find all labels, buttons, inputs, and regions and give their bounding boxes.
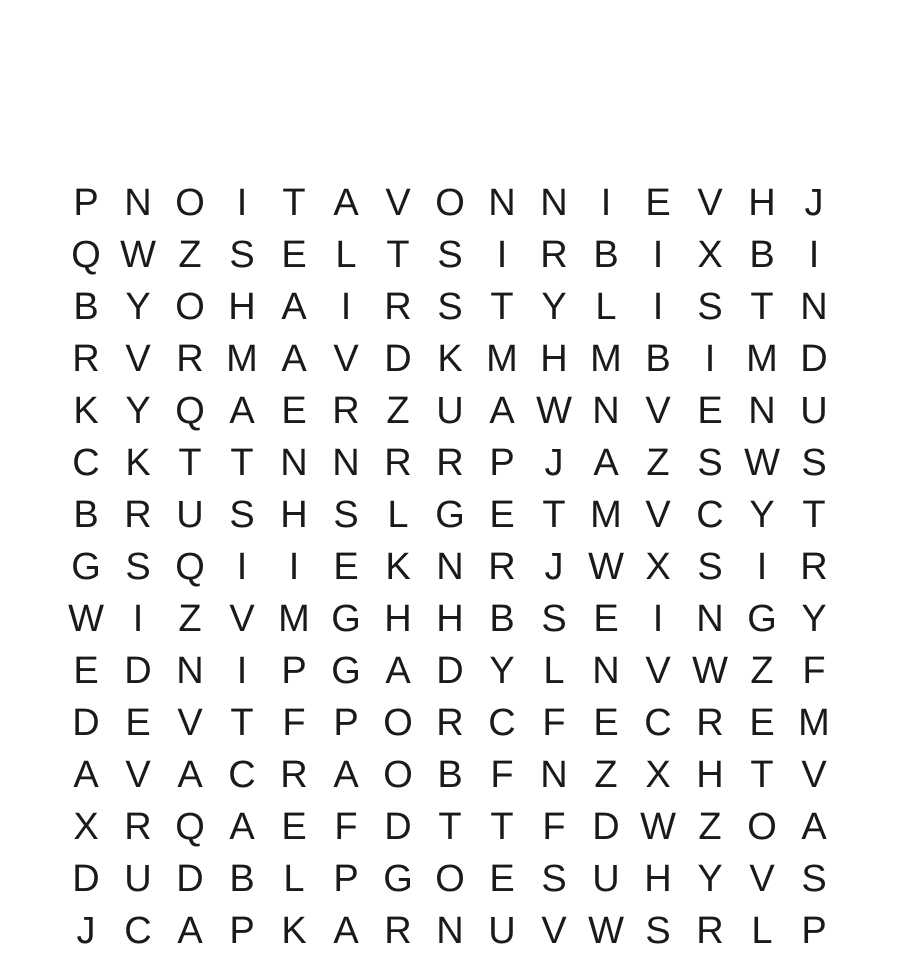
grid-cell[interactable]: R (384, 442, 412, 484)
grid-cell[interactable]: D (384, 338, 412, 380)
grid-cell[interactable]: I (288, 546, 300, 588)
grid-cell[interactable]: R (124, 806, 152, 848)
grid-cell[interactable]: O (383, 702, 413, 744)
grid-cell[interactable]: L (751, 910, 773, 952)
grid-cell[interactable]: G (435, 494, 465, 536)
grid-cell[interactable]: D (384, 806, 412, 848)
grid-cell[interactable]: A (177, 754, 203, 796)
grid-cell[interactable]: R (384, 910, 412, 952)
grid-cell[interactable]: Z (178, 234, 202, 276)
grid-cell[interactable]: B (437, 754, 463, 796)
grid-cell[interactable]: R (436, 442, 464, 484)
grid-cell[interactable]: E (489, 858, 515, 900)
grid-cell[interactable]: V (645, 494, 671, 536)
grid-cell[interactable]: T (282, 182, 306, 224)
grid-cell[interactable]: Y (125, 286, 151, 328)
grid-cell[interactable]: R (124, 494, 152, 536)
grid-cell[interactable]: B (645, 338, 671, 380)
grid-cell[interactable]: V (541, 910, 567, 952)
grid-cell[interactable]: T (542, 494, 566, 536)
grid-cell[interactable]: M (226, 338, 258, 380)
grid-cell[interactable]: V (333, 338, 359, 380)
grid-cell[interactable]: A (801, 806, 827, 848)
grid-cell[interactable]: A (333, 910, 359, 952)
grid-cell[interactable]: E (125, 702, 151, 744)
grid-cell[interactable]: F (490, 754, 514, 796)
grid-cell[interactable]: D (72, 858, 100, 900)
grid-cell[interactable]: E (749, 702, 775, 744)
grid-cell[interactable]: F (334, 806, 358, 848)
grid-cell[interactable]: T (386, 234, 410, 276)
grid-cell[interactable]: S (697, 442, 723, 484)
grid-cell[interactable]: I (236, 546, 248, 588)
grid-cell[interactable]: P (281, 650, 307, 692)
grid-cell[interactable]: C (228, 754, 256, 796)
grid-cell[interactable]: O (175, 286, 205, 328)
grid-cell[interactable]: S (541, 598, 567, 640)
grid-cell[interactable]: X (645, 754, 671, 796)
grid-cell[interactable]: H (228, 286, 256, 328)
grid-cell[interactable]: N (696, 598, 724, 640)
grid-cell[interactable]: E (73, 650, 99, 692)
grid-cell[interactable]: U (176, 494, 204, 536)
grid-cell[interactable]: R (436, 702, 464, 744)
grid-cell[interactable]: D (592, 806, 620, 848)
grid-cell[interactable]: W (640, 806, 676, 848)
grid-cell[interactable]: L (283, 858, 305, 900)
grid-cell[interactable]: T (230, 702, 254, 744)
grid-cell[interactable]: V (229, 598, 255, 640)
grid-cell[interactable]: E (697, 390, 723, 432)
grid-cell[interactable]: A (177, 910, 203, 952)
grid-cell[interactable]: N (436, 546, 464, 588)
grid-cell[interactable]: S (229, 494, 255, 536)
grid-cell[interactable]: S (801, 442, 827, 484)
grid-cell[interactable]: Z (178, 598, 202, 640)
grid-cell[interactable]: V (645, 650, 671, 692)
grid-cell[interactable]: M (486, 338, 518, 380)
grid-cell[interactable]: B (593, 234, 619, 276)
grid-cell[interactable]: W (68, 598, 104, 640)
grid-cell[interactable]: D (72, 702, 100, 744)
grid-cell[interactable]: A (281, 338, 307, 380)
grid-cell[interactable]: S (645, 910, 671, 952)
grid-cell[interactable]: T (802, 494, 826, 536)
grid-cell[interactable]: X (73, 806, 99, 848)
grid-cell[interactable]: E (645, 182, 671, 224)
grid-cell[interactable]: V (697, 182, 723, 224)
grid-cell[interactable]: N (280, 442, 308, 484)
grid-cell[interactable]: N (488, 182, 516, 224)
grid-cell[interactable]: K (73, 390, 99, 432)
grid-cell[interactable]: W (536, 390, 572, 432)
grid-cell[interactable]: E (489, 494, 515, 536)
grid-cell[interactable]: N (592, 390, 620, 432)
grid-cell[interactable]: R (488, 546, 516, 588)
grid-cell[interactable]: I (652, 286, 664, 328)
grid-cell[interactable]: U (124, 858, 152, 900)
grid-cell[interactable]: Y (489, 650, 515, 692)
grid-cell[interactable]: K (385, 546, 411, 588)
grid-cell[interactable]: M (746, 338, 778, 380)
grid-cell[interactable]: R (540, 234, 568, 276)
grid-cell[interactable]: L (595, 286, 617, 328)
grid-cell[interactable]: R (72, 338, 100, 380)
grid-cell[interactable]: F (282, 702, 306, 744)
grid-cell[interactable]: S (697, 546, 723, 588)
grid-cell[interactable]: C (124, 910, 152, 952)
grid-cell[interactable]: I (236, 650, 248, 692)
grid-cell[interactable]: D (436, 650, 464, 692)
grid-cell[interactable]: N (540, 754, 568, 796)
grid-cell[interactable]: X (645, 546, 671, 588)
grid-cell[interactable]: P (73, 182, 99, 224)
grid-cell[interactable]: P (333, 858, 359, 900)
grid-cell[interactable]: J (804, 182, 824, 224)
grid-cell[interactable]: R (176, 338, 204, 380)
grid-cell[interactable]: V (749, 858, 775, 900)
grid-cell[interactable]: D (800, 338, 828, 380)
grid-cell[interactable]: X (697, 234, 723, 276)
grid-cell[interactable]: H (644, 858, 672, 900)
grid-cell[interactable]: S (801, 858, 827, 900)
grid-cell[interactable]: U (436, 390, 464, 432)
grid-cell[interactable]: L (335, 234, 357, 276)
grid-cell[interactable]: H (436, 598, 464, 640)
grid-cell[interactable]: W (588, 546, 624, 588)
grid-cell[interactable]: F (802, 650, 826, 692)
grid-cell[interactable]: R (280, 754, 308, 796)
grid-cell[interactable]: I (236, 182, 248, 224)
grid-cell[interactable]: N (800, 286, 828, 328)
grid-cell[interactable]: Z (386, 390, 410, 432)
grid-cell[interactable]: T (750, 286, 774, 328)
grid-cell[interactable]: Z (594, 754, 618, 796)
grid-cell[interactable]: I (496, 234, 508, 276)
grid-cell[interactable]: O (383, 754, 413, 796)
grid-cell[interactable]: G (383, 858, 413, 900)
grid-cell[interactable]: F (542, 806, 566, 848)
grid-cell[interactable]: R (384, 286, 412, 328)
grid-cell[interactable]: S (541, 858, 567, 900)
grid-cell[interactable]: C (72, 442, 100, 484)
grid-cell[interactable]: A (333, 182, 359, 224)
grid-cell[interactable]: T (490, 286, 514, 328)
grid-cell[interactable]: G (331, 598, 361, 640)
grid-cell[interactable]: J (544, 546, 564, 588)
grid-cell[interactable]: H (748, 182, 776, 224)
grid-cell[interactable]: E (593, 598, 619, 640)
grid-cell[interactable]: W (692, 650, 728, 692)
grid-cell[interactable]: U (592, 858, 620, 900)
grid-cell[interactable]: E (281, 806, 307, 848)
grid-cell[interactable]: I (600, 182, 612, 224)
grid-cell[interactable]: S (229, 234, 255, 276)
grid-cell[interactable]: N (540, 182, 568, 224)
grid-cell[interactable]: S (437, 286, 463, 328)
grid-cell[interactable]: C (488, 702, 516, 744)
grid-cell[interactable]: Y (697, 858, 723, 900)
grid-cell[interactable]: Q (175, 806, 205, 848)
grid-cell[interactable]: N (124, 182, 152, 224)
grid-cell[interactable]: I (340, 286, 352, 328)
grid-cell[interactable]: I (652, 598, 664, 640)
grid-cell[interactable]: I (132, 598, 144, 640)
grid-cell[interactable]: T (230, 442, 254, 484)
grid-cell[interactable]: C (696, 494, 724, 536)
grid-cell[interactable]: H (280, 494, 308, 536)
grid-cell[interactable]: F (542, 702, 566, 744)
grid-cell[interactable]: Y (749, 494, 775, 536)
grid-cell[interactable]: L (387, 494, 409, 536)
grid-cell[interactable]: V (801, 754, 827, 796)
grid-cell[interactable]: Y (801, 598, 827, 640)
grid-cell[interactable]: W (588, 910, 624, 952)
grid-cell[interactable]: S (697, 286, 723, 328)
grid-cell[interactable]: V (177, 702, 203, 744)
grid-cell[interactable]: Y (541, 286, 567, 328)
grid-cell[interactable]: A (281, 286, 307, 328)
grid-cell[interactable]: B (73, 494, 99, 536)
grid-cell[interactable]: K (437, 338, 463, 380)
grid-cell[interactable]: A (385, 650, 411, 692)
grid-cell[interactable]: T (178, 442, 202, 484)
grid-cell[interactable]: R (696, 910, 724, 952)
grid-cell[interactable]: D (176, 858, 204, 900)
grid-cell[interactable]: S (437, 234, 463, 276)
grid-cell[interactable]: B (73, 286, 99, 328)
grid-cell[interactable]: B (489, 598, 515, 640)
grid-cell[interactable]: A (229, 806, 255, 848)
grid-cell[interactable]: U (488, 910, 516, 952)
grid-cell[interactable]: M (798, 702, 830, 744)
grid-cell[interactable]: O (747, 806, 777, 848)
grid-cell[interactable]: N (748, 390, 776, 432)
grid-cell[interactable]: A (489, 390, 515, 432)
grid-cell[interactable]: V (645, 390, 671, 432)
grid-cell[interactable]: O (435, 858, 465, 900)
grid-cell[interactable]: R (800, 546, 828, 588)
grid-cell[interactable]: R (332, 390, 360, 432)
grid-cell[interactable]: K (281, 910, 307, 952)
grid-cell[interactable]: L (543, 650, 565, 692)
grid-cell[interactable]: Z (646, 442, 670, 484)
grid-cell[interactable]: T (438, 806, 462, 848)
grid-cell[interactable]: E (281, 234, 307, 276)
grid-cell[interactable]: V (125, 338, 151, 380)
grid-cell[interactable]: G (331, 650, 361, 692)
grid-cell[interactable]: E (333, 546, 359, 588)
grid-cell[interactable]: Q (71, 234, 101, 276)
grid-cell[interactable]: A (593, 442, 619, 484)
grid-cell[interactable]: J (544, 442, 564, 484)
grid-cell[interactable]: I (652, 234, 664, 276)
grid-cell[interactable]: M (590, 494, 622, 536)
grid-cell[interactable]: A (73, 754, 99, 796)
grid-cell[interactable]: T (490, 806, 514, 848)
grid-cell[interactable]: B (229, 858, 255, 900)
grid-cell[interactable]: W (120, 234, 156, 276)
grid-cell[interactable]: Z (750, 650, 774, 692)
grid-cell[interactable]: N (436, 910, 464, 952)
grid-cell[interactable]: D (124, 650, 152, 692)
grid-cell[interactable]: Y (125, 390, 151, 432)
grid-cell[interactable]: K (125, 442, 151, 484)
grid-cell[interactable]: G (747, 598, 777, 640)
grid-cell[interactable]: I (756, 546, 768, 588)
grid-cell[interactable]: P (229, 910, 255, 952)
grid-cell[interactable]: W (744, 442, 780, 484)
grid-cell[interactable]: H (540, 338, 568, 380)
grid-cell[interactable]: Z (698, 806, 722, 848)
grid-cell[interactable]: N (176, 650, 204, 692)
grid-cell[interactable]: P (489, 442, 515, 484)
grid-cell[interactable]: E (593, 702, 619, 744)
grid-cell[interactable]: H (384, 598, 412, 640)
grid-cell[interactable]: P (801, 910, 827, 952)
grid-cell[interactable]: Q (175, 546, 205, 588)
grid-cell[interactable]: A (333, 754, 359, 796)
grid-cell[interactable]: O (435, 182, 465, 224)
grid-cell[interactable]: M (278, 598, 310, 640)
grid-cell[interactable]: V (385, 182, 411, 224)
grid-cell[interactable]: S (125, 546, 151, 588)
grid-cell[interactable]: E (281, 390, 307, 432)
grid-cell[interactable]: S (333, 494, 359, 536)
grid-cell[interactable]: T (750, 754, 774, 796)
grid-cell[interactable]: M (590, 338, 622, 380)
grid-cell[interactable]: U (800, 390, 828, 432)
word-search-grid (60, 177, 840, 957)
grid-cell[interactable]: P (333, 702, 359, 744)
grid-cell[interactable]: B (749, 234, 775, 276)
grid-cell[interactable]: V (125, 754, 151, 796)
grid-cell[interactable]: A (229, 390, 255, 432)
grid-cell[interactable]: G (71, 546, 101, 588)
grid-cell[interactable]: H (696, 754, 724, 796)
grid-cell[interactable]: Q (175, 390, 205, 432)
grid-cell[interactable]: N (592, 650, 620, 692)
grid-cell[interactable]: O (175, 182, 205, 224)
grid-cell[interactable]: I (704, 338, 716, 380)
grid-cell[interactable]: J (76, 910, 96, 952)
grid-cell[interactable]: R (696, 702, 724, 744)
grid-cell[interactable]: I (808, 234, 820, 276)
grid-cell[interactable]: N (332, 442, 360, 484)
grid-cell[interactable]: C (644, 702, 672, 744)
